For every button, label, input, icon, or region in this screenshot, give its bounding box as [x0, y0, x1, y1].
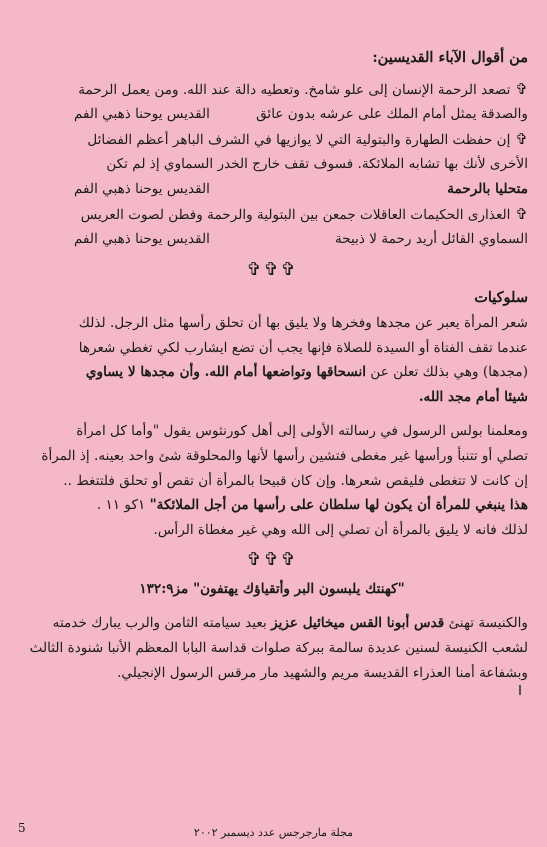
margin-mark — [519, 685, 521, 695]
closing: والكنيسة تهنئ قدس أبونا القس ميخائيل عزيز بعيد سيامته الثامن والرب يبارك خدمته — [52, 615, 528, 632]
attribution: القديس يوحنا ذهبي الفم — [74, 106, 210, 123]
section-title: سلوكيات — [474, 289, 528, 307]
article: من أقوال الآباء القديسين: ✞تصعد الرحمة الإنسان إلى علو شامخ. وتعطيه دالة عند الله. ومن يعمل الرحمة والصدقة يمثل أمام الملك على عرشه بدون عائق القديس يوحنا ذهبي الفم ✞إن حفظت الطهارة والبتولية التي لا يوازيها في الشرف الباهر أعظم الفضائل الأخرى لأنك بها تشابه الملائكة. فسوف تقف خارج الخدر السماوي إذ لم تكن متحليا بالرحمة القديس يوحنا ذهبي الفم ✞العذارى الحكيمات العاقلات جمعن بين البتولية والرحمة وفطن لصوت العريس السماوي القائل أريد رحمة لا ذبيحة القديس يوحنا ذهبي الفم ✞✞✞ سلوكيات شعر المرأة يعبر عن مجدها وفخرها ولا يليق بها أن تحلق رأسها مثل الرجل. لذلك عندما تقف الفتاة أو السيدة للصلاة فإنها يجب أن تضع ايشارب لكي تغطي شعرها (مجدها) وهي بذلك تعلن عن انسحاقها وتواضعها أمام الله. وأن مجدها لا يساوي شيئا أمام مجد الله. ومعلمنا بولس الرسول في رسالته الأولى إلى أهل كورنثوس يقول "وأما كل امرأة تصلي أو تتنبأ ورأسها غير مغطى فتشين رأسها لأنها والمحلوقة شئ واحد بعينه. إذ المرأة إن كانت لا تتغطى فليقص شعرها. وإن كان قبيحا بالمرأة أن تقص أو تحلق فلتتغط .. هذا ينبغي للمرأة أن يكون لها سلطان على رأسها من أجل الملائكة" ١كو ١١ . لذلك فانه لا يليق بالمرأة أن تصلي إلى الله وهي غير مغطاة الرأس. ✞✞✞ "كهنتك يلبسون البر وأتقياؤك يهتفون" مز١٣٢:٩ والكنيسة تهنئ قدس أبونا القس ميخائيل عزيز بعيد سيامته الثامن والرب يبارك خدمته لشعب الكنيسة لسنين عديدة سالمة ببركة صلوات قداسة البابا المعظم الأنبا شنودة الثالث وبشفاعة أمنا العذراء القديسة مريم والشهيد مار مرقس الرسول الإنجيلي. — [16, 46, 528, 685]
cross-icon: ✞ — [515, 129, 528, 148]
cross-icon: ✞ — [515, 79, 528, 98]
quote-3: ✞العذارى الحكيمات العاقلات جمعن بين البتولية والرحمة وفطن لصوت العريس — [80, 204, 528, 223]
quote-3-end: السماوي القائل أريد رحمة لا ذبيحة القديس يوحنا ذهبي الفم — [16, 227, 528, 252]
cross-separator: ✞✞✞ — [246, 549, 298, 571]
quote-2-end: متحليا بالرحمة القديس يوحنا ذهبي الفم — [16, 177, 528, 202]
cross-separator: ✞✞✞ — [246, 258, 298, 280]
footer: مجلة مارجرجس عدد ديسمبر ٢٠٠٢ — [193, 826, 354, 839]
verse: "كهنتك يلبسون البر وأتقياؤك يهتفون" مز١٣٢:٩ — [139, 580, 405, 597]
quote-1: ✞تصعد الرحمة الإنسان إلى علو شامخ. وتعطيه دالة عند الله. ومن يعمل الرحمة — [78, 79, 528, 98]
page-number: 5 — [18, 821, 26, 835]
attribution: القديس يوحنا ذهبي الفم — [74, 231, 210, 248]
cross-icon: ✞ — [515, 204, 528, 223]
quote-2: ✞إن حفظت الطهارة والبتولية التي لا يوازيها في الشرف الباهر أعظم الفضائل — [87, 129, 528, 148]
section-heading: من أقوال الآباء القديسين: — [372, 49, 528, 66]
quote-1-line-2: والصدقة يمثل أمام الملك على عرشه بدون عائق القديس يوحنا ذهبي الفم — [16, 102, 528, 127]
attribution: القديس يوحنا ذهبي الفم — [74, 180, 210, 197]
